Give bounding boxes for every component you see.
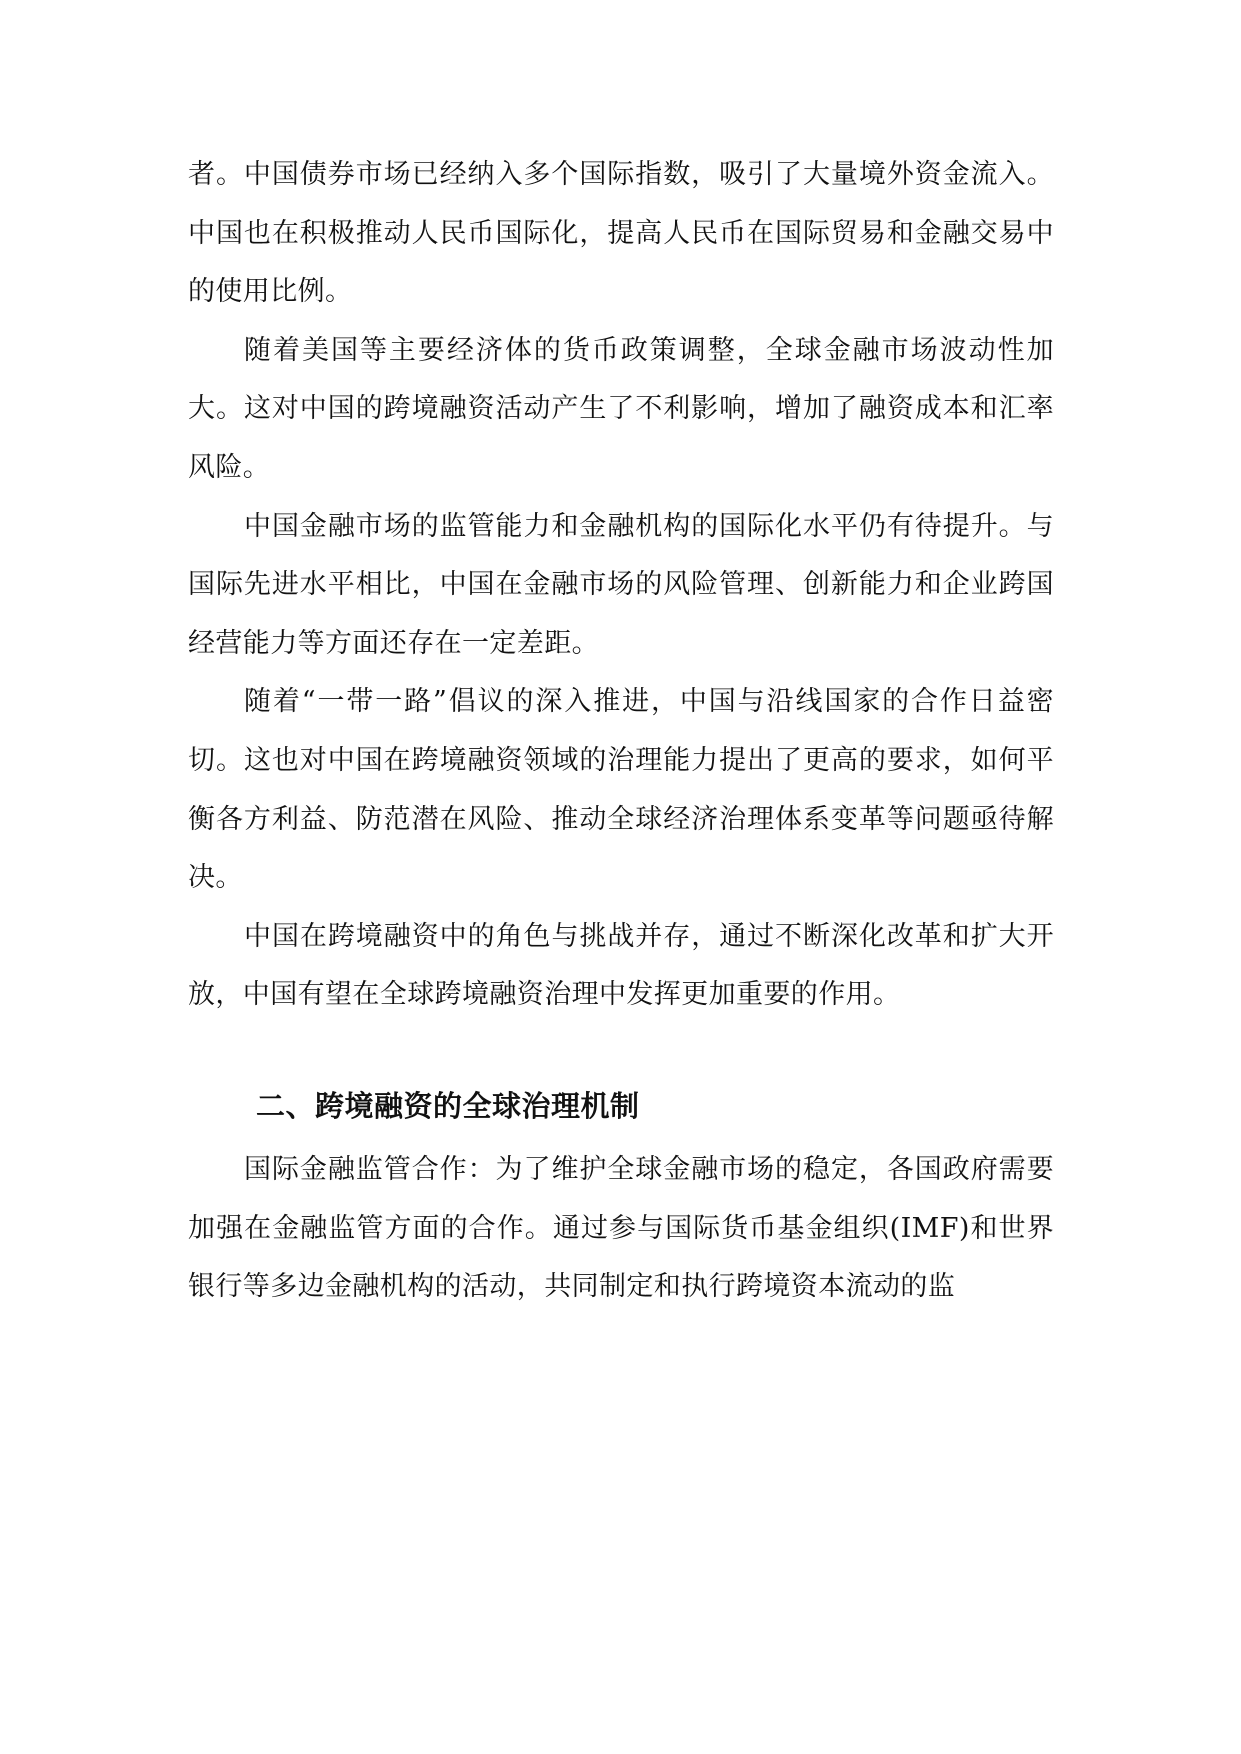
paragraph-regulatory-cooperation: 国际金融监管合作：为了维护全球金融市场的稳定，各国政府需要加强在金融监管方面的合作。通过参与国际货币基金组织(IMF)和世界银行等多边金融机构的活动，共同制定和执行跨境资本流动的监	[188, 1153, 1054, 1303]
paragraph-belt-and-road: 随着“一带一路”倡议的深入推进，中国与沿线国家的合作日益密切。这也对中国在跨境融资领域的治理能力提出了更高的要求，如何平衡各方利益、防范潜在风险、推动全球经济治理体系变革等问题亟待解决。	[188, 686, 1054, 894]
paragraph-continuation: 者。中国债券市场已经纳入多个国际指数，吸引了大量境外资金流入。中国也在积极推动人民币国际化，提高人民币在国际贸易和金融交易中的使用比例。	[188, 159, 1054, 308]
paragraph-monetary-policy: 随着美国等主要经济体的货币政策调整，全球金融市场波动性加大。这对中国的跨境融资活动产生了不利影响，增加了融资成本和汇率风险。	[188, 334, 1054, 483]
paragraph-summary: 中国在跨境融资中的角色与挑战并存，通过不断深化改革和扩大开放，中国有望在全球跨境融资治理中发挥更加重要的作用。	[188, 920, 1054, 1011]
document-body	[188, 146, 1054, 1317]
paragraph-regulatory-capacity: 中国金融市场的监管能力和金融机构的国际化水平仍有待提升。与国际先进水平相比，中国在金融市场的风险管理、创新能力和企业跨国经营能力等方面还存在一定差距。	[188, 510, 1054, 659]
section-heading: 二、跨境融资的全球治理机制	[256, 1088, 640, 1123]
